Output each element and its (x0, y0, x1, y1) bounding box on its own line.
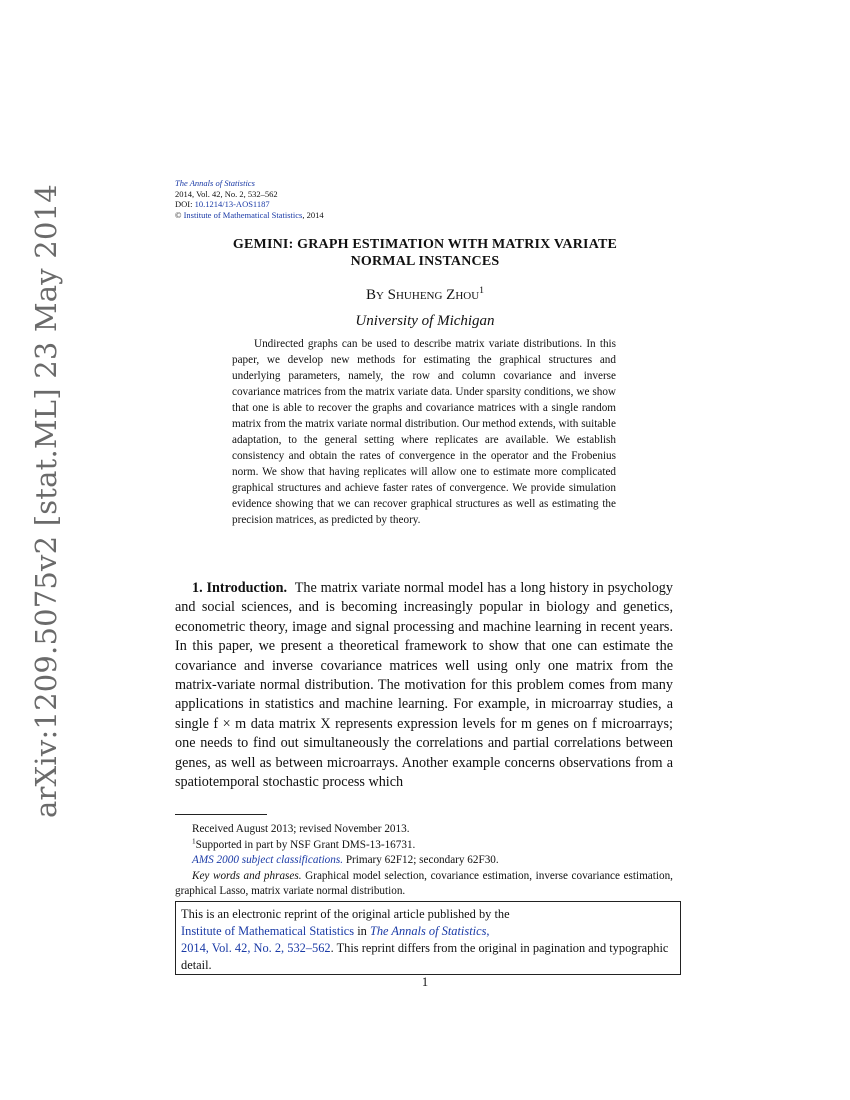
reprint-volume-link[interactable]: 2014, Vol. 42, No. 2, 532–562 (181, 941, 331, 955)
introduction-paragraph (175, 579, 673, 792)
author-line (200, 287, 650, 304)
volume-line: 2014, Vol. 42, No. 2, 532–562 (175, 188, 278, 199)
author-name: Shuheng Zhou (387, 287, 480, 303)
publisher-link[interactable]: Institute of Mathematical Statistics (183, 209, 303, 220)
page-number: 1 (421, 975, 429, 989)
doi-line (175, 199, 324, 210)
ams-text: Primary 62F12; secondary 62F30. (343, 854, 499, 866)
reprint-in: in (354, 924, 370, 938)
ams-link[interactable]: AMS 2000 subject classifications. (192, 854, 344, 866)
received-note: Received August 2013; revised November 2013. (192, 823, 410, 835)
journal-link[interactable]: The Annals of Statistics (175, 178, 255, 188)
ams-classification (175, 853, 673, 869)
title-line-1: GEMINI: GRAPH ESTIMATION WITH MATRIX VARIATE (232, 237, 618, 252)
support-text: Supported in part by NSF Grant DMS-13-16731. (195, 838, 416, 851)
keywords-text: Graphical model selection, covariance estimation, inverse covariance estimation, graphical Lasso, matrix variate normal distribution. (175, 869, 673, 897)
reprint-comma: , (486, 924, 490, 938)
doi-link[interactable]: 10.1214/13-AOS1187 (194, 199, 270, 209)
title-line-2: NORMAL INSTANCES (350, 254, 500, 269)
author-footnote-mark[interactable]: 1 (479, 285, 485, 296)
keywords (175, 869, 673, 900)
paper-title (200, 236, 650, 270)
author-by: By (365, 287, 384, 303)
intro-heading: 1. Introduction. (192, 580, 288, 596)
support-mark: 1 (192, 836, 196, 845)
footnote-divider (175, 814, 267, 815)
reprint-publisher-link[interactable]: Institute of Mathematical Statistics (181, 924, 355, 938)
reprint-notice-box (175, 901, 681, 975)
journal-header (175, 178, 324, 220)
footnotes (175, 822, 673, 900)
reprint-rest: . This reprint differs from the original in pagination and typographic detail. (181, 941, 669, 972)
doi-label: DOI: (175, 199, 193, 209)
keywords-label: Key words and phrases. (192, 869, 302, 882)
arxiv-identifier-stamp: arXiv:1209.5075v2 [stat.ML] 23 May 2014 (29, 184, 63, 818)
reprint-line-1: This is an electronic reprint of the original article published by the (181, 907, 510, 921)
support-note (175, 838, 673, 854)
abstract: Undirected graphs can be used to describe matrix variate distributions. In this paper, we develop new methods for estimating the graphical structures and underlying parameters, namely, the row and column covariance and inverse covariance matrices from the matrix variate data. Under sparsity conditions, we show that one is able to recover the graphs and covariance matrices with a single random matrix from the matrix variate normal distribution. Our method extends, with suitable adaptation, to the general setting where replicates are available. We establish consistency and obtain the rates of convergence in the operator and the Frobenius norm. We show that having replicates will allow one to estimate more complicated graphical structures and achieve faster rates of convergence. We provide simulation evidence showing that we can recover graphical structures as well as estimating the precision matrices, as predicted by theory. (232, 338, 616, 526)
affiliation: University of Michigan (355, 313, 495, 329)
reprint-journal-link[interactable]: The Annals of Statistics (369, 924, 487, 938)
intro-text: The matrix variate normal model has a long history in psychology and social sciences, and is becoming increasingly popular in biology and genetics, econometric theory, image and signal processing and machine learning in recent years. In this paper, we present a theoretical framework to show that one can estimate the covariance and inverse covariance matrices well using only one matrix from the matrix-variate normal distribution. The motivation for this problem comes from many applications in statistics and machine learning. For example, in microarray studies, a single f × m data matrix X represents expression levels for m genes on f microarrays; one needs to find out simultaneously the correlations and partial correlations between genes, as well as between microarrays. Another example concerns observations from a spatiotemporal stochastic process which (175, 580, 673, 791)
copyright-line (175, 210, 324, 221)
copyright-symbol: © (175, 209, 182, 220)
copyright-year: , 2014 (302, 209, 324, 220)
